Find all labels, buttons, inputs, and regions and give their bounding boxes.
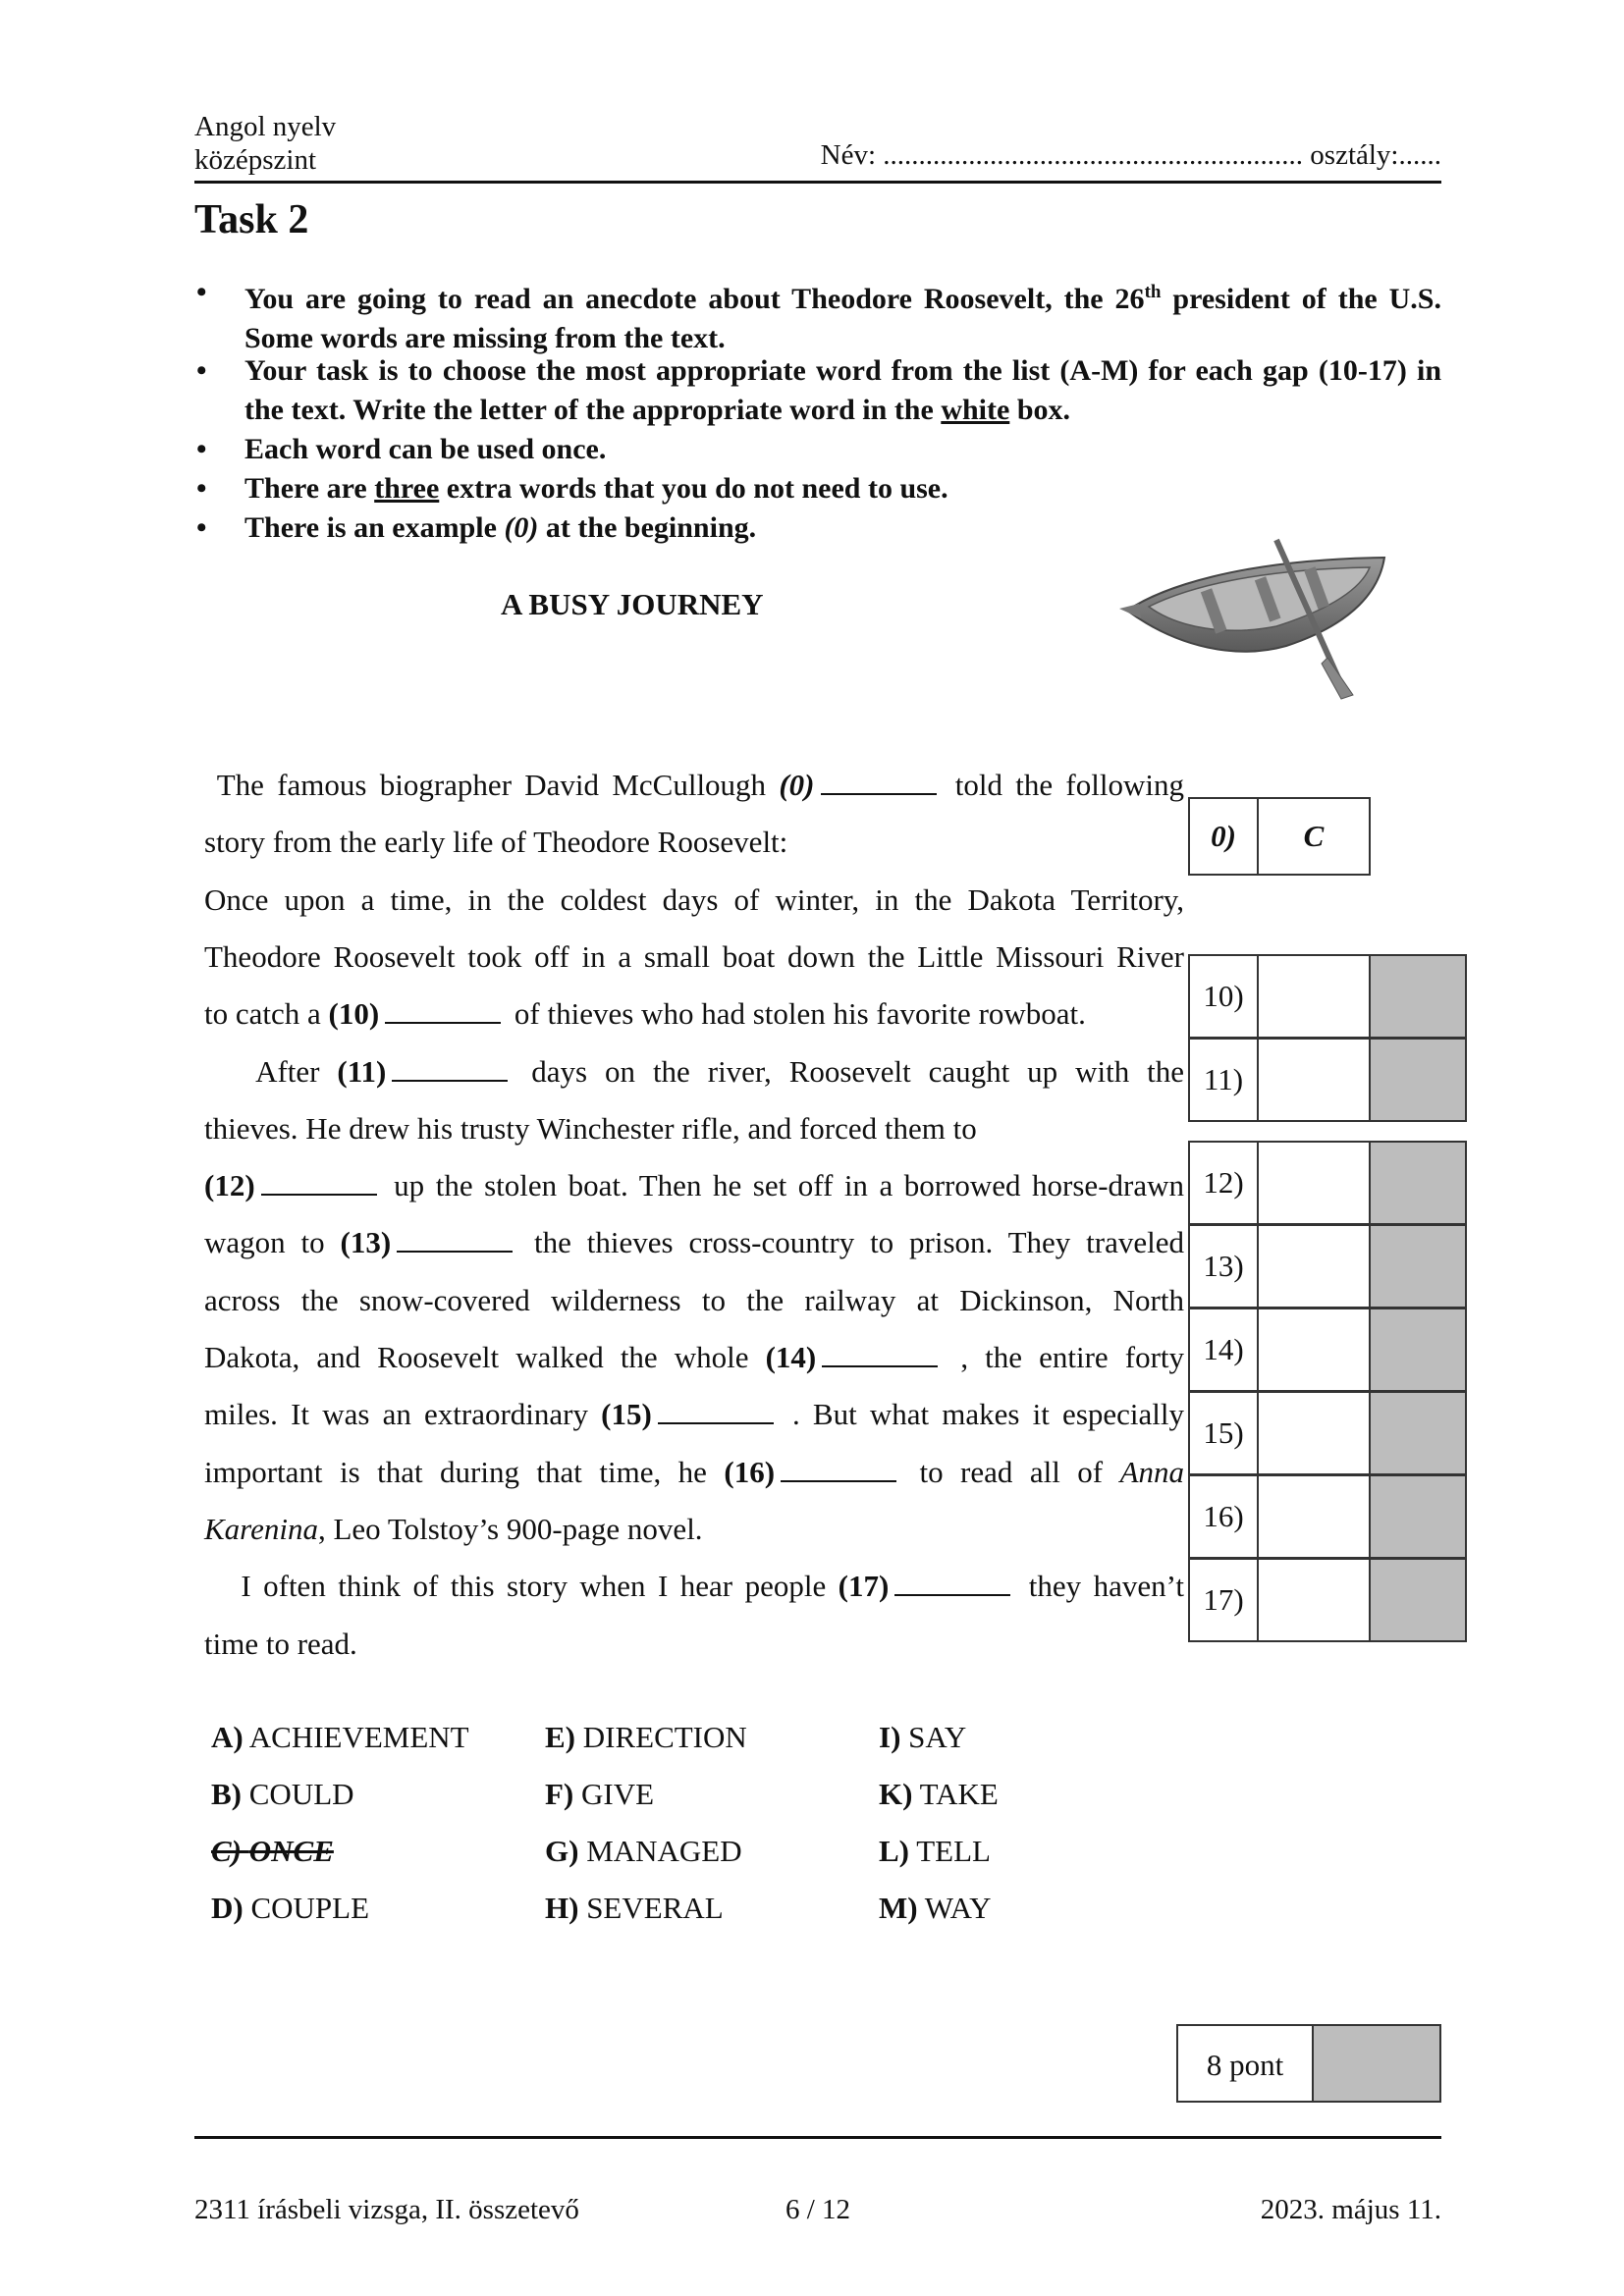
gap-blank (261, 1172, 377, 1196)
word-option (879, 1891, 992, 1926)
story-line: The famous biographer David McCullough (0) told the following (204, 768, 1184, 802)
story-line: I often think of this story when I hear people (17) they haven’t (204, 1569, 1184, 1603)
answer-input-box[interactable] (1257, 1224, 1371, 1308)
bullet-icon: • (196, 472, 207, 505)
answer-label: C (1303, 819, 1325, 853)
answer-input-box[interactable] (1257, 1038, 1371, 1122)
word-option (879, 1720, 966, 1755)
option-letter: M) (879, 1891, 918, 1925)
gap-blank (397, 1229, 513, 1253)
answer-label: 17) (1203, 1582, 1244, 1617)
grader-box (1369, 1308, 1467, 1392)
score-label-box (1176, 2024, 1314, 2103)
option-letter: A) (211, 1720, 244, 1754)
story-line: Karenina, Leo Tolstoy’s 900-page novel. (204, 1512, 703, 1546)
word-option (211, 1777, 354, 1812)
option-letter: B) (211, 1777, 242, 1811)
option-word: DIRECTION (582, 1720, 747, 1754)
option-word: MANAGED (586, 1834, 742, 1868)
answer-label: 12) (1203, 1165, 1244, 1200)
word-option (879, 1834, 991, 1869)
grader-box (1369, 1558, 1467, 1642)
story-line: (12) up the stolen boat. Then he set off in a borrowed horse-drawn (204, 1168, 1184, 1202)
word-option (545, 1891, 724, 1926)
instruction-list: • You are going to read an anecdote about Theodore Roosevelt, the 26th president of the U.S. Some words are missing from the text. • Your task is to choose the most appropriate word from the list (A-M) for each gap (10-17) in the text. Write the letter of the appropriate word in the white box. • Each word can be used once. • There are three extra words that you do not need to use. • There is an example (0) at the beginning. (196, 273, 1441, 558)
task-title: Task 2 (194, 197, 309, 242)
option-word: WAY (924, 1891, 992, 1925)
subject-line-1: Angol nyelv (194, 111, 337, 142)
answer-number-cell (1188, 954, 1259, 1039)
answer-input-box[interactable] (1257, 1141, 1371, 1225)
gap-number: (17) (838, 1569, 890, 1603)
answer-number-cell (1188, 1224, 1259, 1308)
story-line: wagon to (13) the thieves cross-country to prison. They traveled (204, 1225, 1185, 1259)
answer-label: 11) (1203, 1062, 1244, 1096)
story-line: time to read. (204, 1627, 357, 1661)
answer-label: 0) (1211, 819, 1236, 853)
story-line: After (11) days on the river, Roosevelt caught up with the (204, 1054, 1184, 1089)
option-word: ACHIEVEMENT (248, 1720, 469, 1754)
bullet-icon: • (196, 276, 207, 308)
gap-blank (385, 1000, 501, 1024)
grader-box (1369, 1391, 1467, 1475)
word-option (545, 1720, 747, 1755)
option-letter: G) (545, 1834, 579, 1868)
story-line: story from the early life of Theodore Roosevelt: (204, 825, 788, 859)
story-line: thieves. He drew his trusty Winchester rifle, and forced them to (204, 1111, 977, 1146)
bullet-icon: • (196, 433, 207, 465)
answer-label: 16) (1203, 1499, 1244, 1533)
answer-input-box[interactable] (1257, 1558, 1371, 1642)
option-word: TELL (916, 1834, 991, 1868)
gap-number: (14) (765, 1340, 817, 1374)
option-letter: D) (211, 1891, 244, 1925)
example-number-cell (1188, 797, 1259, 876)
answer-input-box[interactable] (1257, 1308, 1371, 1392)
gap-number: (15) (601, 1397, 652, 1431)
word-option (545, 1777, 654, 1812)
example-answer-cell (1257, 797, 1371, 876)
gap-blank (821, 772, 937, 795)
gap-number: (0) (779, 768, 815, 802)
header-rule (194, 181, 1441, 184)
subject-line-2: középszint (194, 144, 317, 176)
footer-date: 2023. május 11. (1260, 2194, 1441, 2225)
gap-blank (894, 1573, 1010, 1596)
option-letter: C) (211, 1834, 242, 1868)
story-line: Dakota, and Roosevelt walked the whole (14) , the entire forty (204, 1340, 1185, 1374)
grader-box (1369, 954, 1467, 1039)
answer-label: 10) (1203, 979, 1244, 1013)
answer-input-box[interactable] (1257, 1391, 1371, 1475)
word-option (211, 1834, 334, 1869)
story-line: miles. It was an extraordinary (15) . But what makes it especially (204, 1397, 1184, 1431)
gap-number: (12) (204, 1168, 255, 1202)
gap-blank (392, 1058, 508, 1082)
story-line: Once upon a time, in the coldest days of winter, in the Dakota Territory, (204, 882, 1184, 917)
option-word: COULD (248, 1777, 354, 1811)
grader-box (1369, 1141, 1467, 1225)
answer-number-cell (1188, 1141, 1259, 1225)
story-line: to catch a (10) of thieves who had stolen his favorite rowboat. (204, 996, 1086, 1031)
score-label: 8 pont (1206, 2048, 1284, 2082)
footer-rule (194, 2136, 1441, 2139)
gap-number: (13) (340, 1225, 392, 1259)
word-option (545, 1834, 742, 1869)
option-letter: I) (879, 1720, 901, 1754)
story-line: across the snow-covered wilderness to the railway at Dickinson, North (204, 1283, 1184, 1317)
option-word: TAKE (919, 1777, 999, 1811)
grader-box (1369, 1224, 1467, 1308)
answer-number-cell (1188, 1558, 1259, 1642)
option-letter: E) (545, 1720, 575, 1754)
name-class-field[interactable]: Név: ........................................................... osztály:...... (820, 139, 1441, 171)
gap-number: (11) (337, 1054, 387, 1089)
story-line: Theodore Roosevelt took off in a small boat down the Little Missouri River (204, 939, 1184, 974)
story-title: A BUSY JOURNEY (501, 587, 764, 621)
option-word: COUPLE (250, 1891, 370, 1925)
score-input-box[interactable] (1312, 2024, 1441, 2103)
bullet-icon: • (196, 511, 207, 544)
word-option (879, 1777, 999, 1812)
gap-number: (16) (724, 1455, 776, 1489)
answer-input-box[interactable] (1257, 1474, 1371, 1559)
option-word: ONCE (248, 1834, 334, 1868)
gap-blank (781, 1459, 896, 1482)
story-line: important is that during that time, he (16) to read all of Anna (204, 1455, 1184, 1489)
word-option (211, 1891, 369, 1926)
footer-page-number: 6 / 12 (785, 2194, 851, 2225)
answer-number-cell (1188, 1391, 1259, 1475)
footer-exam-code: 2311 írásbeli vizsga, II. összetevő (194, 2194, 579, 2225)
answer-input-box[interactable] (1257, 954, 1371, 1039)
answer-number-cell (1188, 1308, 1259, 1392)
answer-label: 15) (1203, 1415, 1244, 1450)
option-word: SAY (908, 1720, 967, 1754)
option-word: GIVE (581, 1777, 655, 1811)
option-letter: F) (545, 1777, 574, 1811)
answer-label: 13) (1203, 1249, 1244, 1283)
answer-number-cell (1188, 1474, 1259, 1559)
grader-box (1369, 1038, 1467, 1122)
answer-number-cell (1188, 1038, 1259, 1122)
option-word: SEVERAL (586, 1891, 724, 1925)
option-letter: L) (879, 1834, 909, 1868)
grader-box (1369, 1474, 1467, 1559)
gap-blank (658, 1401, 774, 1424)
option-letter: H) (545, 1891, 579, 1925)
bullet-icon: • (196, 354, 207, 387)
answer-label: 14) (1203, 1332, 1244, 1366)
word-option (211, 1720, 469, 1755)
option-letter: K) (879, 1777, 913, 1811)
gap-number: (10) (328, 996, 380, 1031)
rowboat-icon (1119, 530, 1394, 702)
gap-blank (822, 1344, 938, 1367)
